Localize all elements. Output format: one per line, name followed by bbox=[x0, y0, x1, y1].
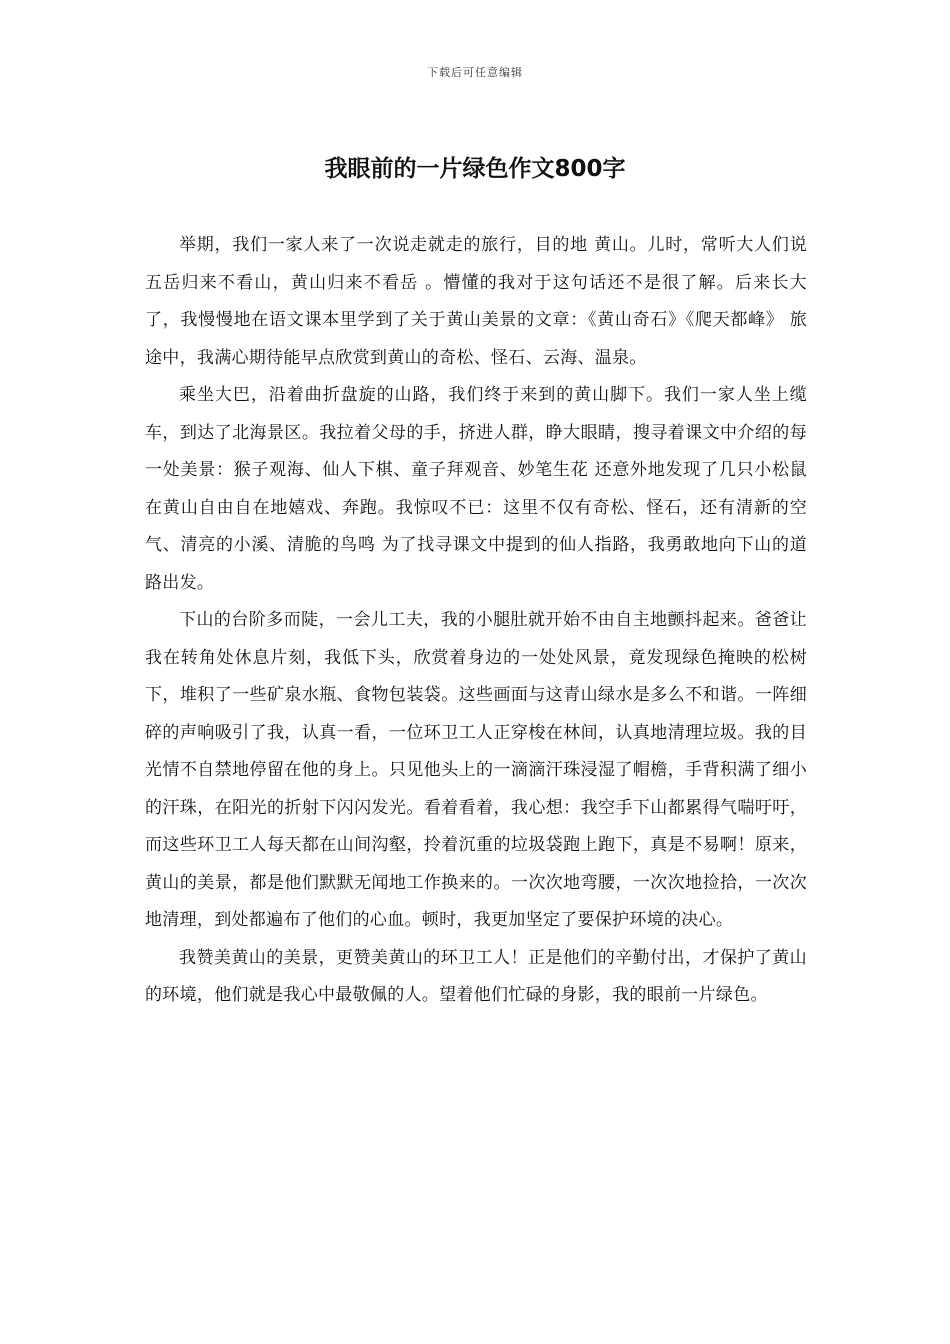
document-title: 我眼前的一片绿色作文800字 bbox=[324, 156, 626, 182]
paragraph-2: 乘坐大巴，沿着曲折盘旋的山路，我们终于来到的黄山脚下。我们一家人坐上缆车，到达了北海景区。我拉着父母的手，挤进人群，睁大眼睛，搜寻着课文中介绍的每一处美景：猴子观海、仙人下棋、童子拜观音、妙笔生花 还意外地发现了几只小松鼠在黄山自由自在地嬉戏、奔跑。我惊叹不已：这里不仅有奇松、怪石，还有清新的空气、清亮的小溪、清脆的鸟鸣 为了找寻课文中提到的仙人指路，我勇敢地向下山的道路出发。 bbox=[145, 385, 807, 593]
page-header-note: 下载后可任意编辑 bbox=[427, 66, 523, 79]
paragraph-4: 我赞美黄山的美景，更赞美黄山的环卫工人！正是他们的辛勤付出，才保护了黄山的环境，他们就是我心中最敬佩的人。望着他们忙碌的身影，我的眼前一片绿色。 bbox=[145, 947, 807, 1005]
paragraph-3: 下山的台阶多而陡，一会儿工夫，我的小腿肚就开始不由自主地颤抖起来。爸爸让我在转角处休息片刻，我低下头，欣赏着身边的一处处风景，竟发现绿色掩映的松树下，堆积了一些矿泉水瓶、食物包装袋。这些画面与这青山绿水是多么不和谐。一阵细碎的声响吸引了我，认真一看，一位环卫工人正穿梭在林间，认真地清理垃圾。我的目光情不自禁地停留在他的身上。只见他头上的一滴滴汗珠浸湿了帽檐，手背积满了细小的汗珠，在阳光的折射下闪闪发光。看着看着，我心想：我空手下山都累得气喘吁吁，而这些环卫工人每天都在山间沟壑，拎着沉重的垃圾袋跑上跑下，真是不易啊！原来，黄山的美景，都是他们默默无闻地工作换来的。一次次地弯腰，一次次地捡拾，一次次地清理，到处都遍布了他们的心血。顿时，我更加坚定了要保护环境的决心。 bbox=[145, 610, 807, 930]
document-body bbox=[145, 227, 807, 1015]
paragraph-1: 举期，我们一家人来了一次说走就走的旅行，目的地 黄山。儿时，常听大人们说 五岳归来不看山，黄山归来不看岳 。懵懂的我对于这句话还不是很了解。后来长大了，我慢慢地在语文课本里学到了关于黄山美景的文章：《黄山奇石》《爬天都峰》 旅途中，我满心期待能早点欣赏到黄山的奇松、怪石、云海、温泉。 bbox=[145, 235, 807, 368]
